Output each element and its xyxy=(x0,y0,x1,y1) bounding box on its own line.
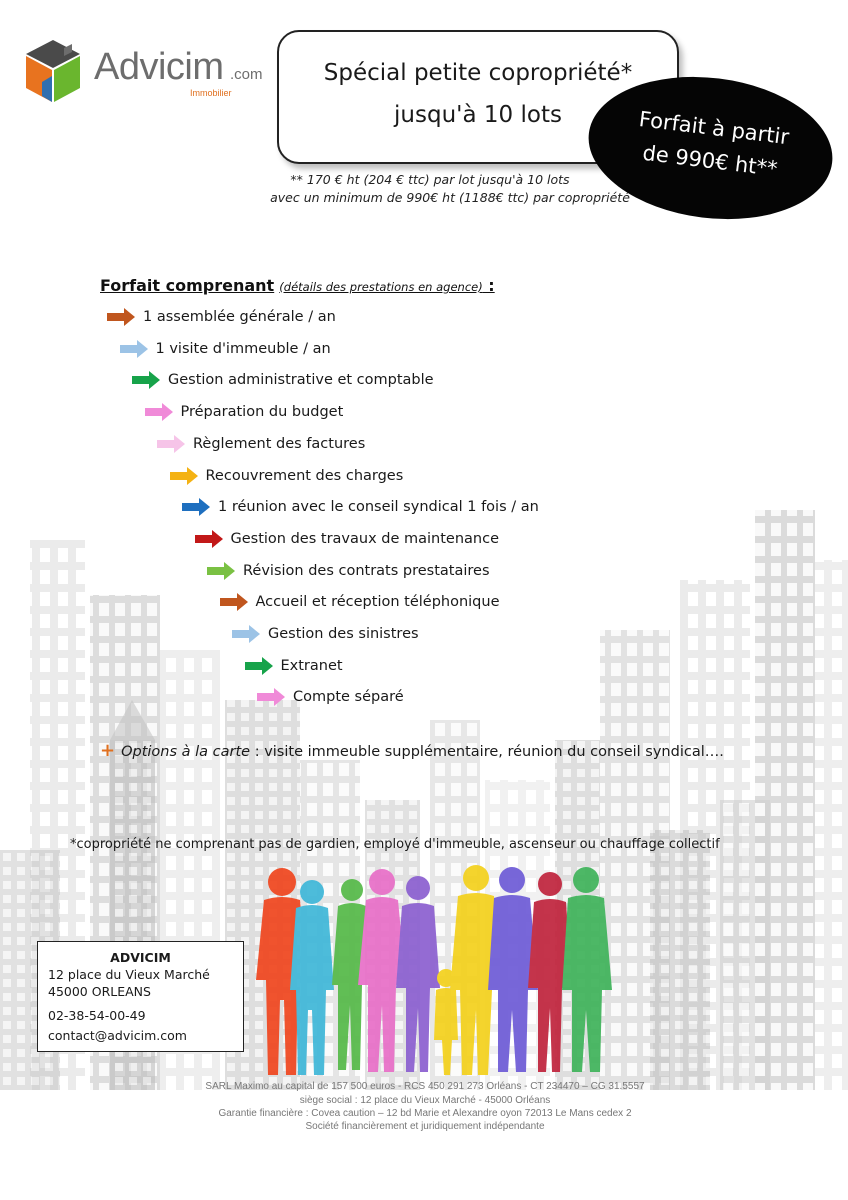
forfait-item xyxy=(257,686,404,708)
forfait-heading-colon: : xyxy=(482,276,495,295)
advicim-logo xyxy=(22,38,272,108)
forfait-item xyxy=(132,369,434,391)
logo-cube-icon xyxy=(22,38,84,104)
forfait-item-label: 1 réunion avec le conseil syndical 1 fois / an xyxy=(218,499,539,516)
options-line xyxy=(100,740,724,761)
forfait-heading xyxy=(100,276,495,295)
arrow-right-icon xyxy=(107,308,135,326)
logo-wordmark: Advicim xyxy=(94,46,224,88)
options-text: : visite immeuble supplémentaire, réunion du conseil syndical…. xyxy=(250,744,724,760)
forfait-item xyxy=(157,433,365,455)
forfait-item-label: Recouvrement des charges xyxy=(205,467,404,484)
arrow-right-icon xyxy=(232,625,260,643)
address-phone: 02-38-54-00-49 xyxy=(48,1008,146,1023)
forfait-item xyxy=(207,560,490,582)
address-box xyxy=(37,941,244,1052)
forfait-item xyxy=(145,401,344,423)
options-label: Options à la carte xyxy=(121,744,251,760)
legal-line3: Garantie financière : Covea caution – 12 bd Marie et Alexandre oyon 72013 Le Mans cedex 2 xyxy=(218,1108,632,1119)
forfait-item xyxy=(107,306,336,328)
price-badge-line1: Forfait à partir xyxy=(637,107,791,150)
plus-icon: + xyxy=(100,740,116,761)
forfait-item xyxy=(245,655,343,677)
footnote: *copropriété ne comprenant pas de gardien, employé d'immeuble, ascenseur ou chauffage collectif xyxy=(70,837,720,852)
arrow-right-icon xyxy=(195,530,223,548)
forfait-heading-detail: (détails des prestations en agence) xyxy=(279,280,483,294)
forfait-item xyxy=(195,528,500,550)
arrow-right-icon xyxy=(145,403,173,421)
forfait-item-label: 1 visite d'immeuble / an xyxy=(155,340,331,357)
arrow-right-icon xyxy=(170,467,198,485)
arrow-right-icon xyxy=(157,435,185,453)
address-company-name: ADVICIM xyxy=(110,950,171,965)
forfait-item xyxy=(182,496,539,518)
legal-line4: Société financièrement et juridiquement indépendante xyxy=(305,1121,545,1132)
forfait-heading-main: Forfait comprenant xyxy=(100,276,275,295)
pricing-note-line2: avec un minimum de 990€ ht (1188€ ttc) par copropriété xyxy=(270,190,630,205)
forfait-item-label: Préparation du budget xyxy=(180,404,344,421)
forfait-item-label: Compte séparé xyxy=(293,689,404,706)
offer-title-line2: jusqu'à 10 lots xyxy=(394,102,562,128)
arrow-right-icon xyxy=(132,371,160,389)
forfait-item-label: Gestion des travaux de maintenance xyxy=(230,530,499,547)
forfait-item xyxy=(170,465,404,487)
arrow-right-icon xyxy=(220,593,248,611)
logo-tld: .com xyxy=(230,66,263,83)
logo-subtitle: Immobilier xyxy=(190,88,232,98)
forfait-item-label: Gestion administrative et comptable xyxy=(168,372,434,389)
arrow-right-icon xyxy=(245,657,273,675)
address-street: 12 place du Vieux Marché xyxy=(48,967,210,982)
arrow-right-icon xyxy=(182,498,210,516)
legal-line1: SARL Maximo au capital de 157 500 euros - RCS 450 291 273 Orléans - CT 234470 – CG 31.5557 xyxy=(205,1081,645,1092)
forfait-item-label: Révision des contrats prestataires xyxy=(243,562,490,579)
price-badge-line2: de 990€ ht** xyxy=(641,140,779,181)
forfait-item-label: Extranet xyxy=(280,657,343,674)
forfait-item-label: 1 assemblée générale / an xyxy=(143,309,336,325)
forfait-item-label: Gestion des sinistres xyxy=(268,626,419,642)
arrow-right-icon xyxy=(207,562,235,580)
arrow-right-icon xyxy=(120,340,148,358)
address-city: 45000 ORLEANS xyxy=(48,984,151,999)
forfait-item xyxy=(120,338,331,360)
forfait-item xyxy=(220,591,500,613)
forfait-item-label: Accueil et réception téléphonique xyxy=(255,594,500,611)
legal-line2: siège social : 12 place du Vieux Marché - 45000 Orléans xyxy=(299,1095,551,1106)
pricing-note-line1: ** 170 € ht (204 € ttc) par lot jusqu'à 10 lots xyxy=(290,172,570,187)
people-silhouettes-illustration xyxy=(250,860,650,1080)
offer-title-line1: Spécial petite copropriété* xyxy=(323,60,633,86)
forfait-item-label: Règlement des factures xyxy=(193,435,366,452)
arrow-right-icon xyxy=(257,688,285,706)
address-email[interactable]: contact@advicim.com xyxy=(48,1028,187,1043)
forfait-item xyxy=(232,623,419,645)
